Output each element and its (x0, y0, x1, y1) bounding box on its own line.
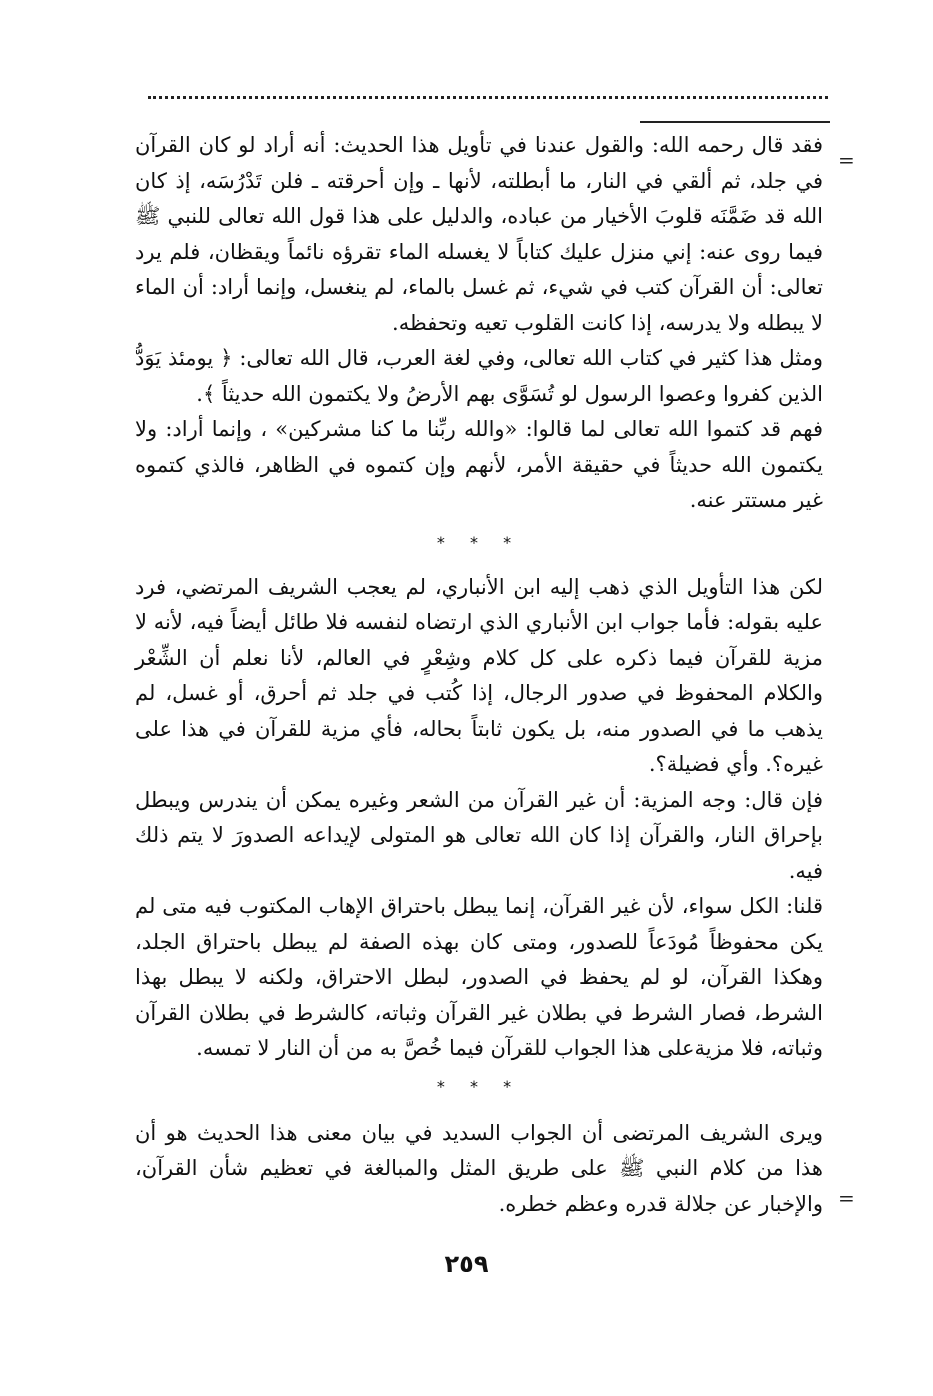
paragraph: فإن قال: وجه المزية: أن غير القرآن من الشعر وغيره يمكن أن يندرس ويبطل بإحراق النار، والقرآن إذا كان الله تعالى هو المتولى لإيداعه الصدورَ لا يتم ذلك فيه. (135, 787, 823, 883)
paragraph: فقد قال رحمه الله: والقول عندنا في تأويل هذا الحديث: أنه أراد لو كان القرآن في جلد، ثم ألقي في النار، ما أبطلته، لأنها ـ وإن أحرقته ـ فلن تَدْرُسَه، إذ كان الله قد ضَمَّنَه قلوبَ الأخيار من عباده، والدليل على هذا قول الله تعالى للنبي ﷺ فيما روى عنه: إني منزل عليك كتاباً لا يغسله الماء تقرؤه نائماً ويقظان، فلم يرد تعالى: أن القرآن كتب في شيء، ثم غسل بالماء، لم ينغسل، وإنما أراد: أن الماء لا يبطله ولا يدرسه، إذا كانت القلوب تعيه وتحفظه. (135, 133, 823, 335)
margin-mark-bottom: = (838, 1186, 855, 1210)
section-divider: * * * (436, 1076, 522, 1096)
section-conclusion (135, 1116, 823, 1223)
section-quoted-answer (135, 128, 823, 519)
paragraph: فهم قد كتموا الله تعالى لما قالوا: «والله ربِّنا ما كنا مشركين» ، وإنما أراد: ولا يكتمون الله حديثاً في حقيقة الأمر، لأنهم وإن كتموه في الظاهر، فالذي كتموه غير مستتر عنه. (135, 417, 823, 512)
paragraph: ويرى الشريف المرتضى أن الجواب السديد في بيان معنى هذا الحديث هو أن هذا من كلام النبي ﷺ على طريق المثل والمبالغة في تعظيم شأن القرآن، والإخبار عن جلالة قدره وعظم خطره. (135, 1120, 823, 1216)
paragraph: قلنا: الكل سواء، لأن غير القرآن، إنما يبطل باحتراق الإهاب المكتوب فيه متى لم يكن محفوظاً مُودَعاً للصدور، ومتى كان بهذه الصفة لم يبطل باحتراق الجلد، وهكذا القرآن، لو لم يحفظ في الصدور، لبطل الاحتراق، ولكنه لا يبطل بهذا الشرط، فصار الشرط في بطلان غير القرآن وثباته، كالشرط في بطلان القرآن وثباته، فلا مزيةعلى هذا الجواب للقرآن فيما خُصَّ به من أن النار لا تمسه. (135, 894, 823, 1060)
page-number: ٢٥٩ (444, 1250, 489, 1278)
header-dotted-rule (148, 96, 828, 107)
footnote-separator-rule (640, 121, 830, 123)
paragraph: ومثل هذا كثير في كتاب الله تعالى، وفي لغة العرب، قال الله تعالى: ﴿ يومئذ يَوَدُّ الذين كفروا وعصوا الرسول لو تُسَوَّى بهم الأرضُ ولا يكتمون الله حديثاً ﴾. (135, 346, 823, 406)
section-rebuttal (135, 570, 823, 1067)
section-divider: * * * (436, 532, 522, 552)
margin-mark-top: = (838, 148, 855, 172)
paragraph: لكن هذا التأويل الذي ذهب إليه ابن الأنباري، لم يعجب الشريف المرتضي، فرد عليه بقوله: فأما جواب ابن الأنباري الذي ارتضاه لنفسه فلا طائل أيضاً فيه، لأنه لا مزية للقرآن فيما ذكره على كل كلام وشِعْرٍ في العالم، لأنا نعلم أن الشِّعْر والكلام المحفوظ في صدور الرجال، إذا كُتب في جلد ثم أحرق، أو غسل، لم يذهب ما في الصدور منه، بل يكون ثابتاً بحاله، فأي مزية للقرآن في هذا على غيره؟. وأي فضيلة؟. (135, 574, 823, 776)
page-body (135, 128, 823, 1222)
